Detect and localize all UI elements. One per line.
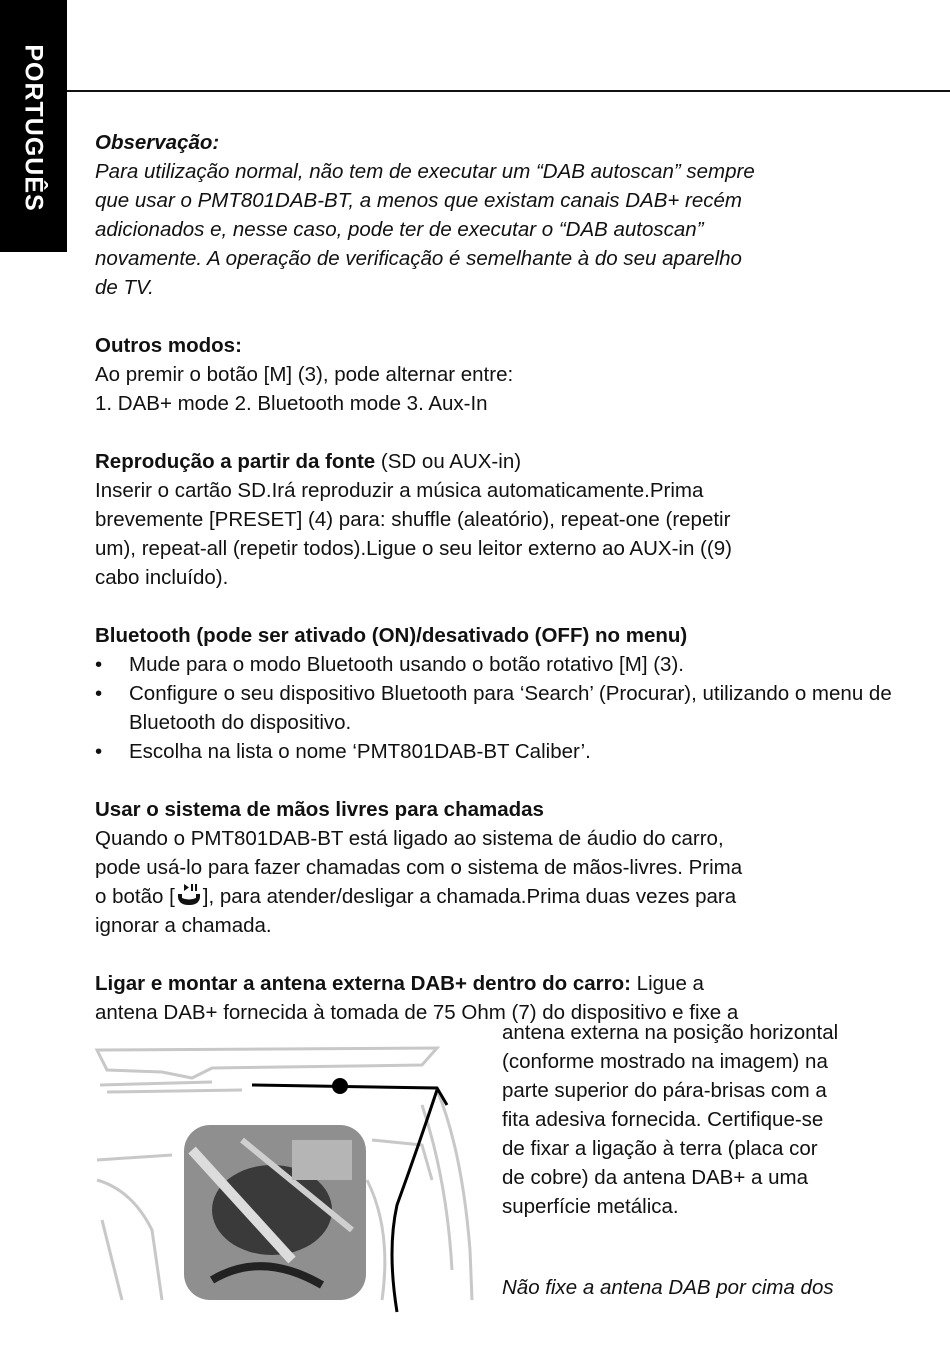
antenna-line: antena externa na posição horizontal [502, 1021, 839, 1044]
playback-line: um), repeat-all (repetir todos).Ligue o seu leitor externo ao AUX-in ((9) [95, 537, 732, 560]
handsfree-line: Quando o PMT801DAB-BT está ligado ao sistema de áudio do carro, [95, 827, 724, 850]
playback-title: Reprodução a partir da fonte [95, 450, 376, 473]
manual-content [95, 128, 925, 1027]
antenna-line: de cobre) da antena DAB+ a uma [502, 1166, 808, 1189]
handsfree-text: ], para atender/desligar a chamada.Prima duas vezes para [202, 885, 737, 908]
handsfree-line [95, 882, 925, 911]
antenna-heading [95, 969, 925, 998]
list-item: • Mude para o modo Bluetooth usando o botão rotativo [M] (3). [95, 650, 925, 679]
language-tab-label: PORTUGUÊS [19, 44, 48, 212]
other-modes-title: Outros modos: [95, 334, 242, 357]
playback-section [95, 447, 925, 592]
note-line: novamente. A operação de verificação é semelhante à do seu aparelho [95, 247, 742, 270]
antenna-line: parte superior do pára-brisas com a [502, 1079, 827, 1102]
language-tab [0, 0, 67, 252]
note-title: Observação: [95, 131, 220, 154]
antenna-line: (conforme mostrado na imagem) na [502, 1050, 828, 1073]
bluetooth-steps [95, 650, 925, 766]
handsfree-text: o botão [ [95, 885, 175, 908]
note-section [95, 128, 925, 302]
bluetooth-title: Bluetooth (pode ser ativado (ON)/desativado (OFF) no menu) [95, 624, 688, 647]
antenna-intro: Ligue a [630, 972, 704, 995]
note-line: de TV. [95, 276, 154, 299]
antenna-warning: Não fixe a antena DAB por cima dos [502, 1276, 834, 1299]
antenna-line: fita adesiva fornecida. Certifique-se [502, 1108, 824, 1131]
play-pause-phone-icon [175, 883, 203, 907]
playback-heading [95, 447, 925, 476]
handsfree-line: pode usá-lo para fazer chamadas com o sistema de mãos-livres. Prima [95, 856, 743, 879]
other-modes-section [95, 331, 925, 418]
note-line: que usar o PMT801DAB-BT, a menos que existam canais DAB+ recém [95, 189, 743, 212]
handsfree-line: ignorar a chamada. [95, 914, 272, 937]
list-item: • Escolha na lista o nome ‘PMT801DAB-BT Caliber’. [95, 737, 925, 766]
playback-line: cabo incluído). [95, 566, 229, 589]
bluetooth-section [95, 621, 925, 766]
antenna-line: de fixar a ligação à terra (placa cor [502, 1137, 818, 1160]
other-modes-line: Ao premir o botão [M] (3), pode alternar entre: [95, 363, 514, 386]
playback-line: Inserir o cartão SD.Irá reproduzir a música automaticamente.Prima [95, 479, 704, 502]
antenna-title: Ligar e montar a antena externa DAB+ dentro do carro: [95, 972, 631, 995]
handsfree-section [95, 795, 925, 940]
note-line: adicionados e, nesse caso, pode ter de executar o “DAB autoscan” [95, 218, 704, 241]
other-modes-line: 1. DAB+ mode 2. Bluetooth mode 3. Aux-In [95, 392, 488, 415]
playback-line: brevemente [PRESET] (4) para: shuffle (aleatório), repeat-one (repetir [95, 508, 731, 531]
antenna-line: antena DAB+ fornecida à tomada de 75 Ohm (7) do dispositivo e fixe a [95, 1001, 739, 1024]
list-item: • Configure o seu dispositivo Bluetooth para ‘Search’ (Procurar), utilizando o menu de Bluetooth do dispositivo. [95, 679, 925, 737]
antenna-detail-photo [184, 1125, 366, 1300]
handsfree-title: Usar o sistema de mãos livres para chamadas [95, 798, 544, 821]
note-line: Para utilização normal, não tem de executar um “DAB autoscan” sempre [95, 160, 755, 183]
antenna-line: superfície metálica. [502, 1195, 679, 1218]
car-windshield-illustration [92, 1030, 482, 1325]
antenna-instructions [502, 1018, 922, 1221]
playback-title-suffix: (SD ou AUX-in) [375, 450, 522, 473]
header-divider [67, 90, 950, 92]
